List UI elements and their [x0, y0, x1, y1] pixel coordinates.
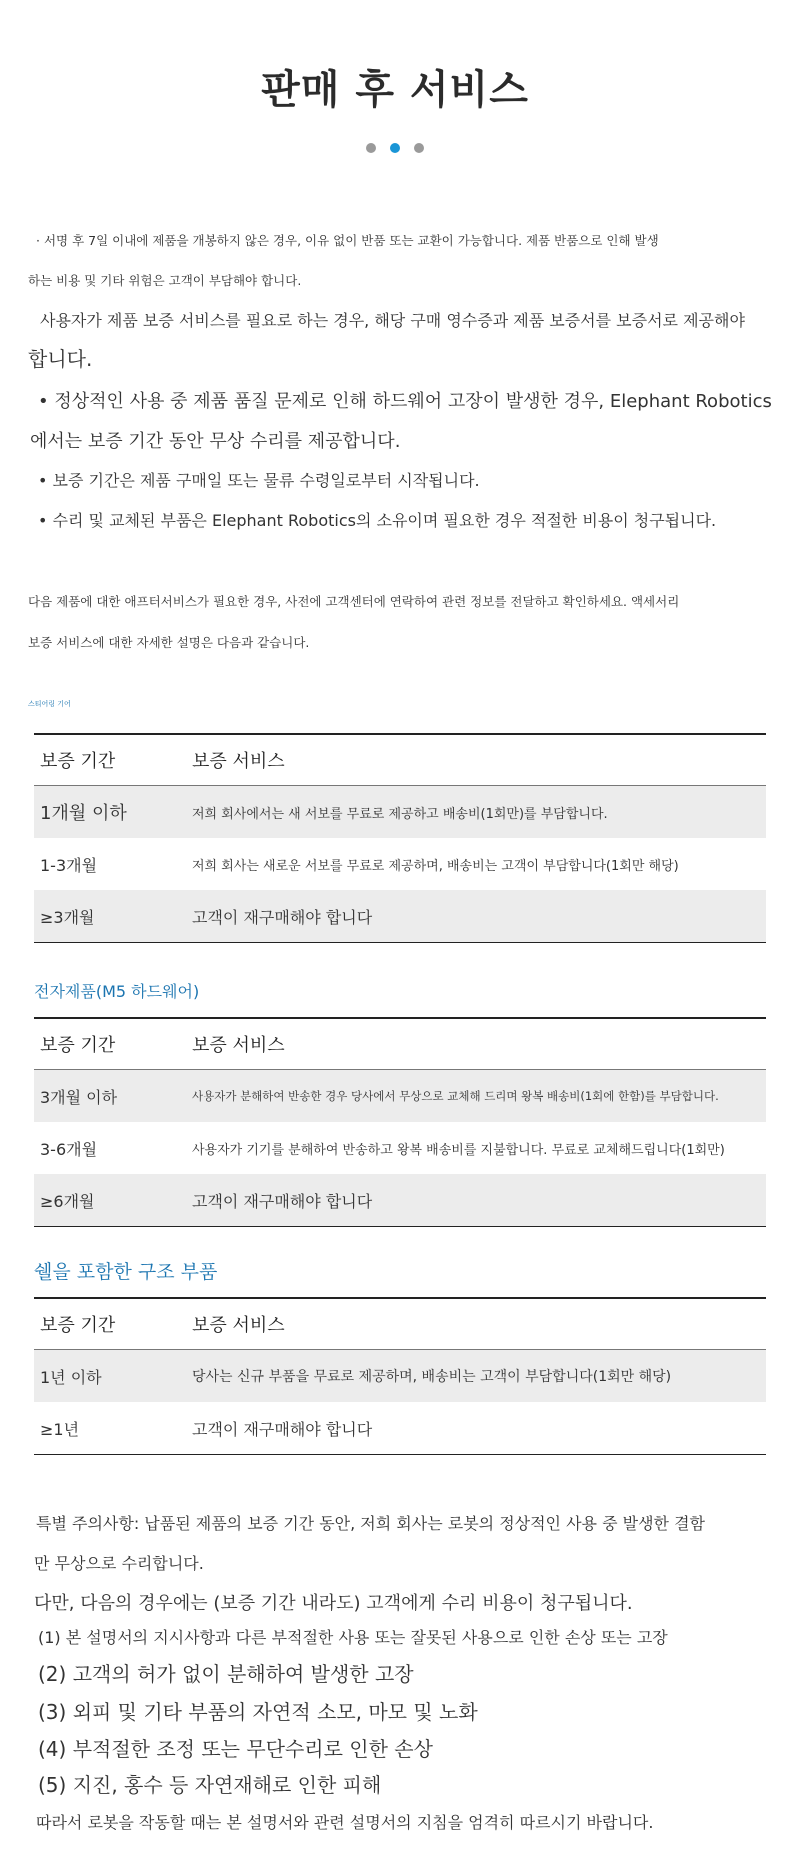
header-period: 보증 기간 — [40, 751, 116, 772]
intro-line-3: 사용자가 제품 보증 서비스를 필요로 하는 경우, 해당 구매 영수증과 제품 보증서를 보증서로 제공해야 — [40, 311, 745, 330]
special-line-3: 다만, 다음의 경우에는 (보증 기간 내라도) 고객에게 수리 비용이 청구됩니다. — [34, 1593, 633, 1614]
table-row — [34, 890, 766, 942]
row-period: 3개월 이하 — [40, 1087, 118, 1107]
carousel-dot-1[interactable] — [366, 143, 376, 153]
intro-line-6: 에서는 보증 기간 동안 무상 수리를 제공합니다. — [30, 431, 401, 452]
special-item-5: (5) 지진, 홍수 등 자연재해로 인한 피해 — [38, 1773, 382, 1797]
table-row — [34, 1174, 766, 1226]
table-row — [34, 786, 766, 838]
notice-line-1: 다음 제품에 대한 애프터서비스가 필요한 경우, 사전에 고객센터에 연락하여 관련 정보를 전달하고 확인하세요. 액세서리 — [28, 594, 680, 609]
row-service: 고객이 재구매해야 합니다 — [192, 1419, 373, 1439]
special-item-4: (4) 부적절한 조정 또는 무단수리로 인한 손상 — [38, 1737, 433, 1761]
table-row — [34, 838, 766, 890]
row-period: 1년 이하 — [40, 1367, 102, 1387]
header-service: 보증 서비스 — [192, 1315, 285, 1336]
row-service: 고객이 재구매해야 합니다 — [192, 1191, 373, 1211]
special-item-1: (1) 본 설명서의 지시사항과 다른 부적절한 사용 또는 잘못된 사용으로 인한 손상 또는 고장 — [38, 1628, 668, 1647]
row-period: ≥6개월 — [40, 1191, 95, 1211]
table-header — [34, 1299, 766, 1350]
special-line-1: 특별 주의사항: 납품된 제품의 보증 기간 동안, 저희 회사는 로봇의 정상적인 사용 중 발생한 결함 — [36, 1514, 706, 1533]
table-header — [34, 1019, 766, 1070]
intro-line-1: · 서명 후 7일 이내에 제품을 개봉하지 않은 경우, 이유 없이 반품 또는 교환이 가능합니다. 제품 반품으로 인해 발생 — [36, 233, 659, 248]
table-row — [34, 1350, 766, 1402]
row-period: 1-3개월 — [40, 855, 98, 875]
carousel-indicator — [0, 143, 790, 153]
header-period: 보증 기간 — [40, 1315, 116, 1336]
intro-line-8: • 수리 및 교체된 부품은 Elephant Robotics의 소유이며 필요한 경우 적절한 비용이 청구됩니다. — [38, 511, 717, 530]
row-service: 사용자가 기기를 분해하여 반송하고 왕복 배송비를 지불합니다. 무료로 교체해드립니다(1회만) — [192, 1142, 725, 1158]
special-item-2: (2) 고객의 허가 없이 분해하여 발생한 고장 — [38, 1662, 414, 1686]
row-period: 3-6개월 — [40, 1139, 98, 1159]
table-row — [34, 1122, 766, 1174]
row-period: 1개월 이하 — [40, 803, 127, 824]
row-period: ≥1년 — [40, 1419, 80, 1439]
table-row — [34, 1402, 766, 1454]
intro-line-4: 합니다. — [28, 347, 93, 371]
notice-line-2: 보증 서비스에 대한 자세한 설명은 다음과 같습니다. — [28, 635, 310, 650]
intro-line-2: 하는 비용 및 기타 위험은 고객이 부담해야 합니다. — [28, 273, 302, 288]
row-service: 저희 회사는 새로운 서보를 무료로 제공하며, 배송비는 고객이 부담합니다(1회만 해당) — [192, 858, 679, 874]
table-header — [34, 735, 766, 786]
header-service: 보증 서비스 — [192, 1035, 285, 1056]
special-item-3: (3) 외피 및 기타 부품의 자연적 소모, 마모 및 노화 — [38, 1700, 478, 1724]
warranty-table-steering-gear — [34, 733, 766, 943]
carousel-dot-3[interactable] — [414, 143, 424, 153]
table-row — [34, 1070, 766, 1122]
warranty-table-structural-parts — [34, 1297, 766, 1455]
steering-gear-label: 스티어링 기어 — [28, 700, 71, 708]
intro-line-7: • 보증 기간은 제품 구매일 또는 물류 수령일로부터 시작됩니다. — [38, 471, 480, 490]
section-title-structural-parts: 쉘을 포함한 구조 부품 — [34, 1261, 218, 1283]
carousel-dot-2-active[interactable] — [390, 143, 400, 153]
intro-line-5: • 정상적인 사용 중 제품 품질 문제로 인해 하드웨어 고장이 발생한 경우, Elephant Robotics — [38, 391, 772, 412]
warranty-table-electronics — [34, 1017, 766, 1227]
row-service: 당사는 신규 부품을 무료로 제공하며, 배송비는 고객이 부담합니다(1회만 해당) — [192, 1369, 672, 1385]
row-service: 고객이 재구매해야 합니다 — [192, 907, 373, 927]
row-service: 저희 회사에서는 새 서보를 무료로 제공하고 배송비(1회만)를 부담합니다. — [192, 806, 608, 822]
row-service: 사용자가 분해하여 반송한 경우 당사에서 무상으로 교체해 드리며 왕복 배송비(1회에 한함)를 부담합니다. — [192, 1089, 719, 1103]
page-title: 판매 후 서비스 — [261, 67, 529, 113]
section-title-electronics: 전자제품(M5 하드웨어) — [34, 982, 200, 1001]
special-closing: 따라서 로봇을 작동할 때는 본 설명서와 관련 설명서의 지침을 엄격히 따르시기 바랍니다. — [36, 1813, 654, 1832]
row-period: ≥3개월 — [40, 907, 95, 927]
header-service: 보증 서비스 — [192, 751, 285, 772]
special-line-2: 만 무상으로 수리합니다. — [34, 1554, 204, 1573]
header-period: 보증 기간 — [40, 1035, 116, 1056]
